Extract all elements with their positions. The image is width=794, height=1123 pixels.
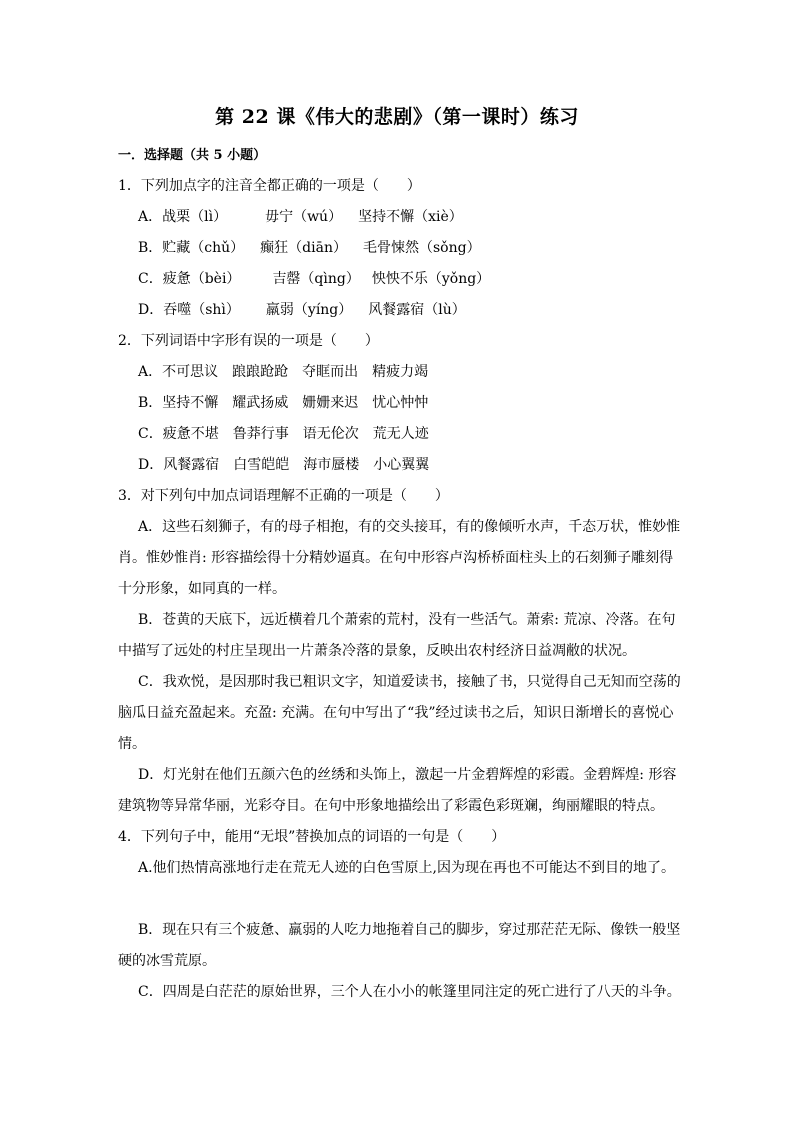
q2-option-d [138, 455, 429, 475]
section-heading: 一．选择题（共 5 小题） [118, 148, 267, 163]
q2-a-2: 踉踉跄跄 [232, 364, 289, 380]
q1-option-a [138, 207, 463, 227]
q1-c-1: C．疲惫（bèi） [138, 271, 241, 287]
q3-option-a: A．这些石刻狮子，有的母子相抱，有的交头接耳，有的像倾听水声，千态万状，惟妙惟肖。惟妙惟肖: 形容描绘得十分精妙逼真。在句中形容卢沟桥桥面柱头上的石刻狮子雕刻得十分形象，如同真的一样。 [118, 519, 681, 597]
q2-option-c [138, 424, 429, 444]
question-2-stem: 2．下列词语中字形有误的一项是（ ） [118, 333, 379, 349]
q3-option-c: C．我欢悦，是因那时我已粗识文字，知道爱读书，接触了书，只觉得自己无知而空荡的脑瓜日益充盈起来。充盈: 充满。在句中写出了“我”经过读书之后，知识日渐增长的喜悦心情。 [118, 674, 681, 752]
q2-c-1: C．疲惫不堪 [138, 426, 219, 442]
q3-option-b: B．苍黄的天底下，远近横着几个萧索的荒村，没有一些活气。萧索: 荒凉、冷落。在句中描写了远处的村庄呈现出一片萧条冷落的景象，反映出农村经济日益凋敝的状况。 [118, 612, 676, 659]
q2-c-3: 语无伦次 [302, 426, 359, 442]
q2-c-2: 鲁莽行事 [232, 426, 289, 442]
q2-d-2: 白雪皑皑 [233, 457, 290, 473]
q2-b-1: B．坚持不懈 [138, 395, 219, 411]
q2-option-b [138, 393, 428, 413]
q2-option-a [138, 362, 428, 382]
q1-d-1: D．吞噬（shì） [138, 302, 240, 318]
q1-d-3: 风餐露宿（lù） [368, 302, 466, 318]
q4-option-b: B．现在只有三个疲惫、羸弱的人吃力地拖着自己的脚步，穿过那茫茫无际、像铁一般坚硬的冰雪荒原。 [118, 922, 681, 969]
q1-a-3: 坚持不懈（xiè） [358, 209, 463, 225]
question-4-stem: 4．下列句子中，能用“无垠”替换加点的词语的一句是（ ） [118, 829, 506, 845]
q1-a-2: 毋宁（wú） [265, 209, 343, 225]
q2-a-1: A．不可思议 [138, 364, 219, 380]
q2-c-4: 荒无人迹 [372, 426, 429, 442]
q4-option-c: C．四周是白茫茫的原始世界，三个人在小小的帐篷里同注定的死亡进行了八天的斗争。 [138, 984, 681, 1000]
q1-a-1: A．战栗（lì） [138, 209, 228, 225]
question-3-stem: 3．对下列句中加点词语理解不正确的一项是（ ） [118, 488, 449, 504]
q2-b-4: 忧心忡忡 [372, 395, 429, 411]
q2-b-2: 耀武扬威 [232, 395, 289, 411]
q2-a-3: 夺眶而出 [302, 364, 359, 380]
q2-d-4: 小心翼翼 [373, 457, 430, 473]
q3-option-d: D．灯光射在他们五颜六色的丝绣和头饰上，激起一片金碧辉煌的彩霞。金碧辉煌: 形容建筑物等异常华丽，光彩夺目。在句中形象地描绘出了彩霞色彩斑斓，绚丽耀眼的特点。 [118, 767, 677, 814]
q1-option-d [138, 300, 466, 320]
q1-b-2: 癫狂（diān） [260, 240, 347, 256]
q1-option-c [138, 269, 490, 289]
q1-b-3: 毛骨悚然（sǒng） [362, 240, 481, 256]
question-1-stem: 1．下列加点字的注音全都正确的一项是（ ） [118, 178, 421, 194]
q2-b-3: 姗姗来迟 [302, 395, 359, 411]
q2-a-4: 精疲力竭 [372, 364, 429, 380]
q1-c-2: 吉罄（qìng） [272, 271, 360, 287]
q1-b-1: B．贮藏（chǔ） [138, 240, 245, 256]
q1-option-b [138, 238, 481, 258]
page-title: 第 22 课《伟大的悲剧》（第一课时）练习 [215, 106, 579, 128]
q1-c-3: 怏怏不乐（yǒng） [371, 271, 491, 287]
q1-d-2: 羸弱（yíng） [265, 302, 353, 318]
q2-d-1: D．风餐露宿 [138, 457, 220, 473]
q4-option-a: A.他们热情高涨地行走在荒无人迹的白色雪原上,因为现在再也不可能达不到目的地了。 [138, 860, 676, 876]
q2-d-3: 海市蜃楼 [303, 457, 360, 473]
